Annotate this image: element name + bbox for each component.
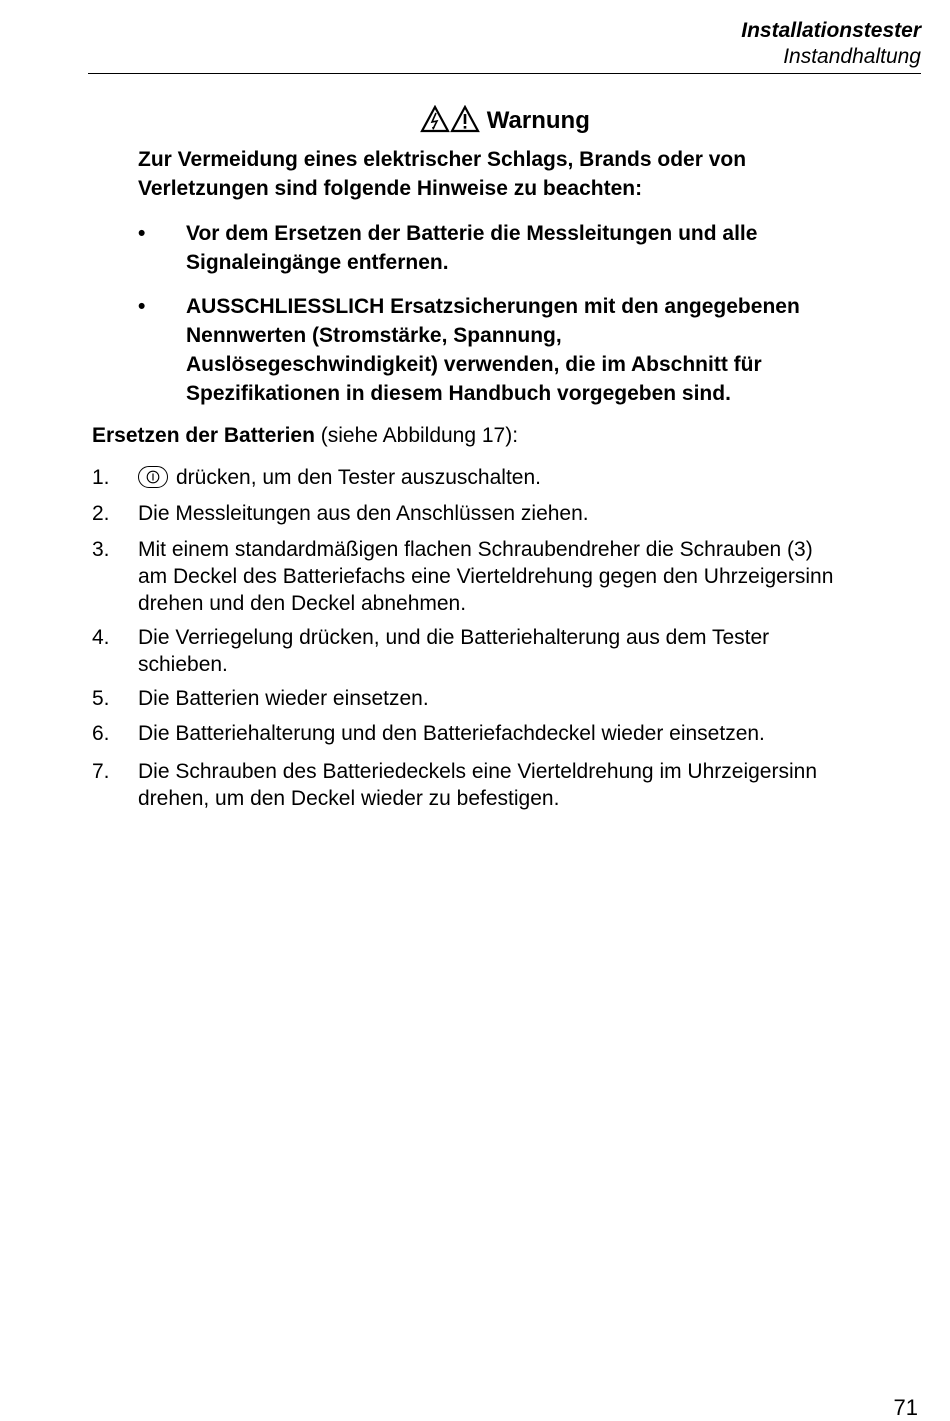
step-number: 3.: [92, 538, 110, 561]
step-line: Mit einem standardmäßigen flachen Schraubendreher die Schrauben (3): [138, 538, 813, 561]
running-header: [741, 18, 921, 70]
step-text: [138, 464, 928, 491]
warning-bullet-line: Vor dem Ersetzen der Batterie die Messleitungen und alle: [186, 222, 758, 245]
warning-bullet-line: Auslösegeschwindigkeit) verwenden, die im Abschnitt für: [186, 353, 762, 376]
step-line: Die Messleitungen aus den Anschlüssen ziehen.: [138, 502, 589, 525]
warning-bullet-line: Spezifikationen in diesem Handbuch vorgegeben sind.: [186, 382, 731, 405]
electric-shock-warning-icon: [420, 105, 450, 133]
step-line: drehen und den Deckel abnehmen.: [138, 592, 467, 615]
step-line: Die Schrauben des Batteriedeckels eine Vierteldrehung im Uhrzeigersinn: [138, 760, 817, 783]
warning-bullet-line: Signaleingänge entfernen.: [186, 251, 449, 274]
warning-title: Warnung: [486, 107, 590, 134]
step-text: [138, 624, 928, 678]
warning-intro-line: Zur Vermeidung eines elektrischer Schlags, Brands oder von: [138, 148, 747, 171]
step-text: [138, 720, 928, 747]
caution-triangle-icon: [450, 105, 480, 133]
procedure-heading: [92, 422, 518, 450]
step-text: [138, 500, 928, 527]
warning-intro-line: Verletzungen sind folgende Hinweise zu beachten:: [138, 176, 643, 200]
step-line: Die Batteriehalterung und den Batteriefachdeckel wieder einsetzen.: [138, 722, 765, 745]
warning-bullet-text: [186, 219, 926, 277]
bullet-symbol: •: [138, 222, 146, 245]
warning-bullet-line: AUSSCHLIESSLICH Ersatzsicherungen mit den angegebenen: [186, 295, 800, 318]
warning-bullet-line: Nennwerten (Stromstärke, Spannung,: [186, 324, 562, 347]
step-text: [138, 758, 928, 812]
step-number: 5.: [92, 687, 110, 710]
step-number: 1.: [92, 466, 110, 489]
bullet-symbol: •: [138, 295, 146, 318]
step-line: Die Batterien wieder einsetzen.: [138, 687, 429, 710]
procedure-heading-bold: Ersetzen der Batterien: [92, 424, 315, 447]
step-line: am Deckel des Batteriefachs eine Vierteldrehung gegen den Uhrzeigersinn: [138, 565, 834, 588]
step-line: schieben.: [138, 653, 228, 676]
power-key-icon: [138, 466, 168, 488]
warning-bullet-text: [186, 292, 926, 408]
step-line: drehen, um den Deckel wieder zu befestigen.: [138, 787, 560, 810]
warning-intro: [138, 146, 928, 203]
step-line: drücken, um den Tester auszuschalten.: [176, 466, 541, 489]
header-divider: [88, 73, 921, 74]
header-subtitle: Instandhaltung: [783, 45, 921, 68]
header-title: Installationstester: [741, 19, 921, 42]
warning-heading: [0, 105, 950, 137]
step-number: 2.: [92, 502, 110, 525]
step-number: 4.: [92, 626, 110, 649]
step-text: [138, 685, 928, 712]
step-number: 6.: [92, 722, 110, 745]
step-number: 7.: [92, 760, 110, 783]
step-line: Die Verriegelung drücken, und die Batteriehalterung aus dem Tester: [138, 626, 770, 649]
procedure-heading-reference: (siehe Abbildung 17):: [314, 424, 519, 447]
step-text: [138, 536, 928, 617]
page-number: 71: [893, 1395, 918, 1420]
